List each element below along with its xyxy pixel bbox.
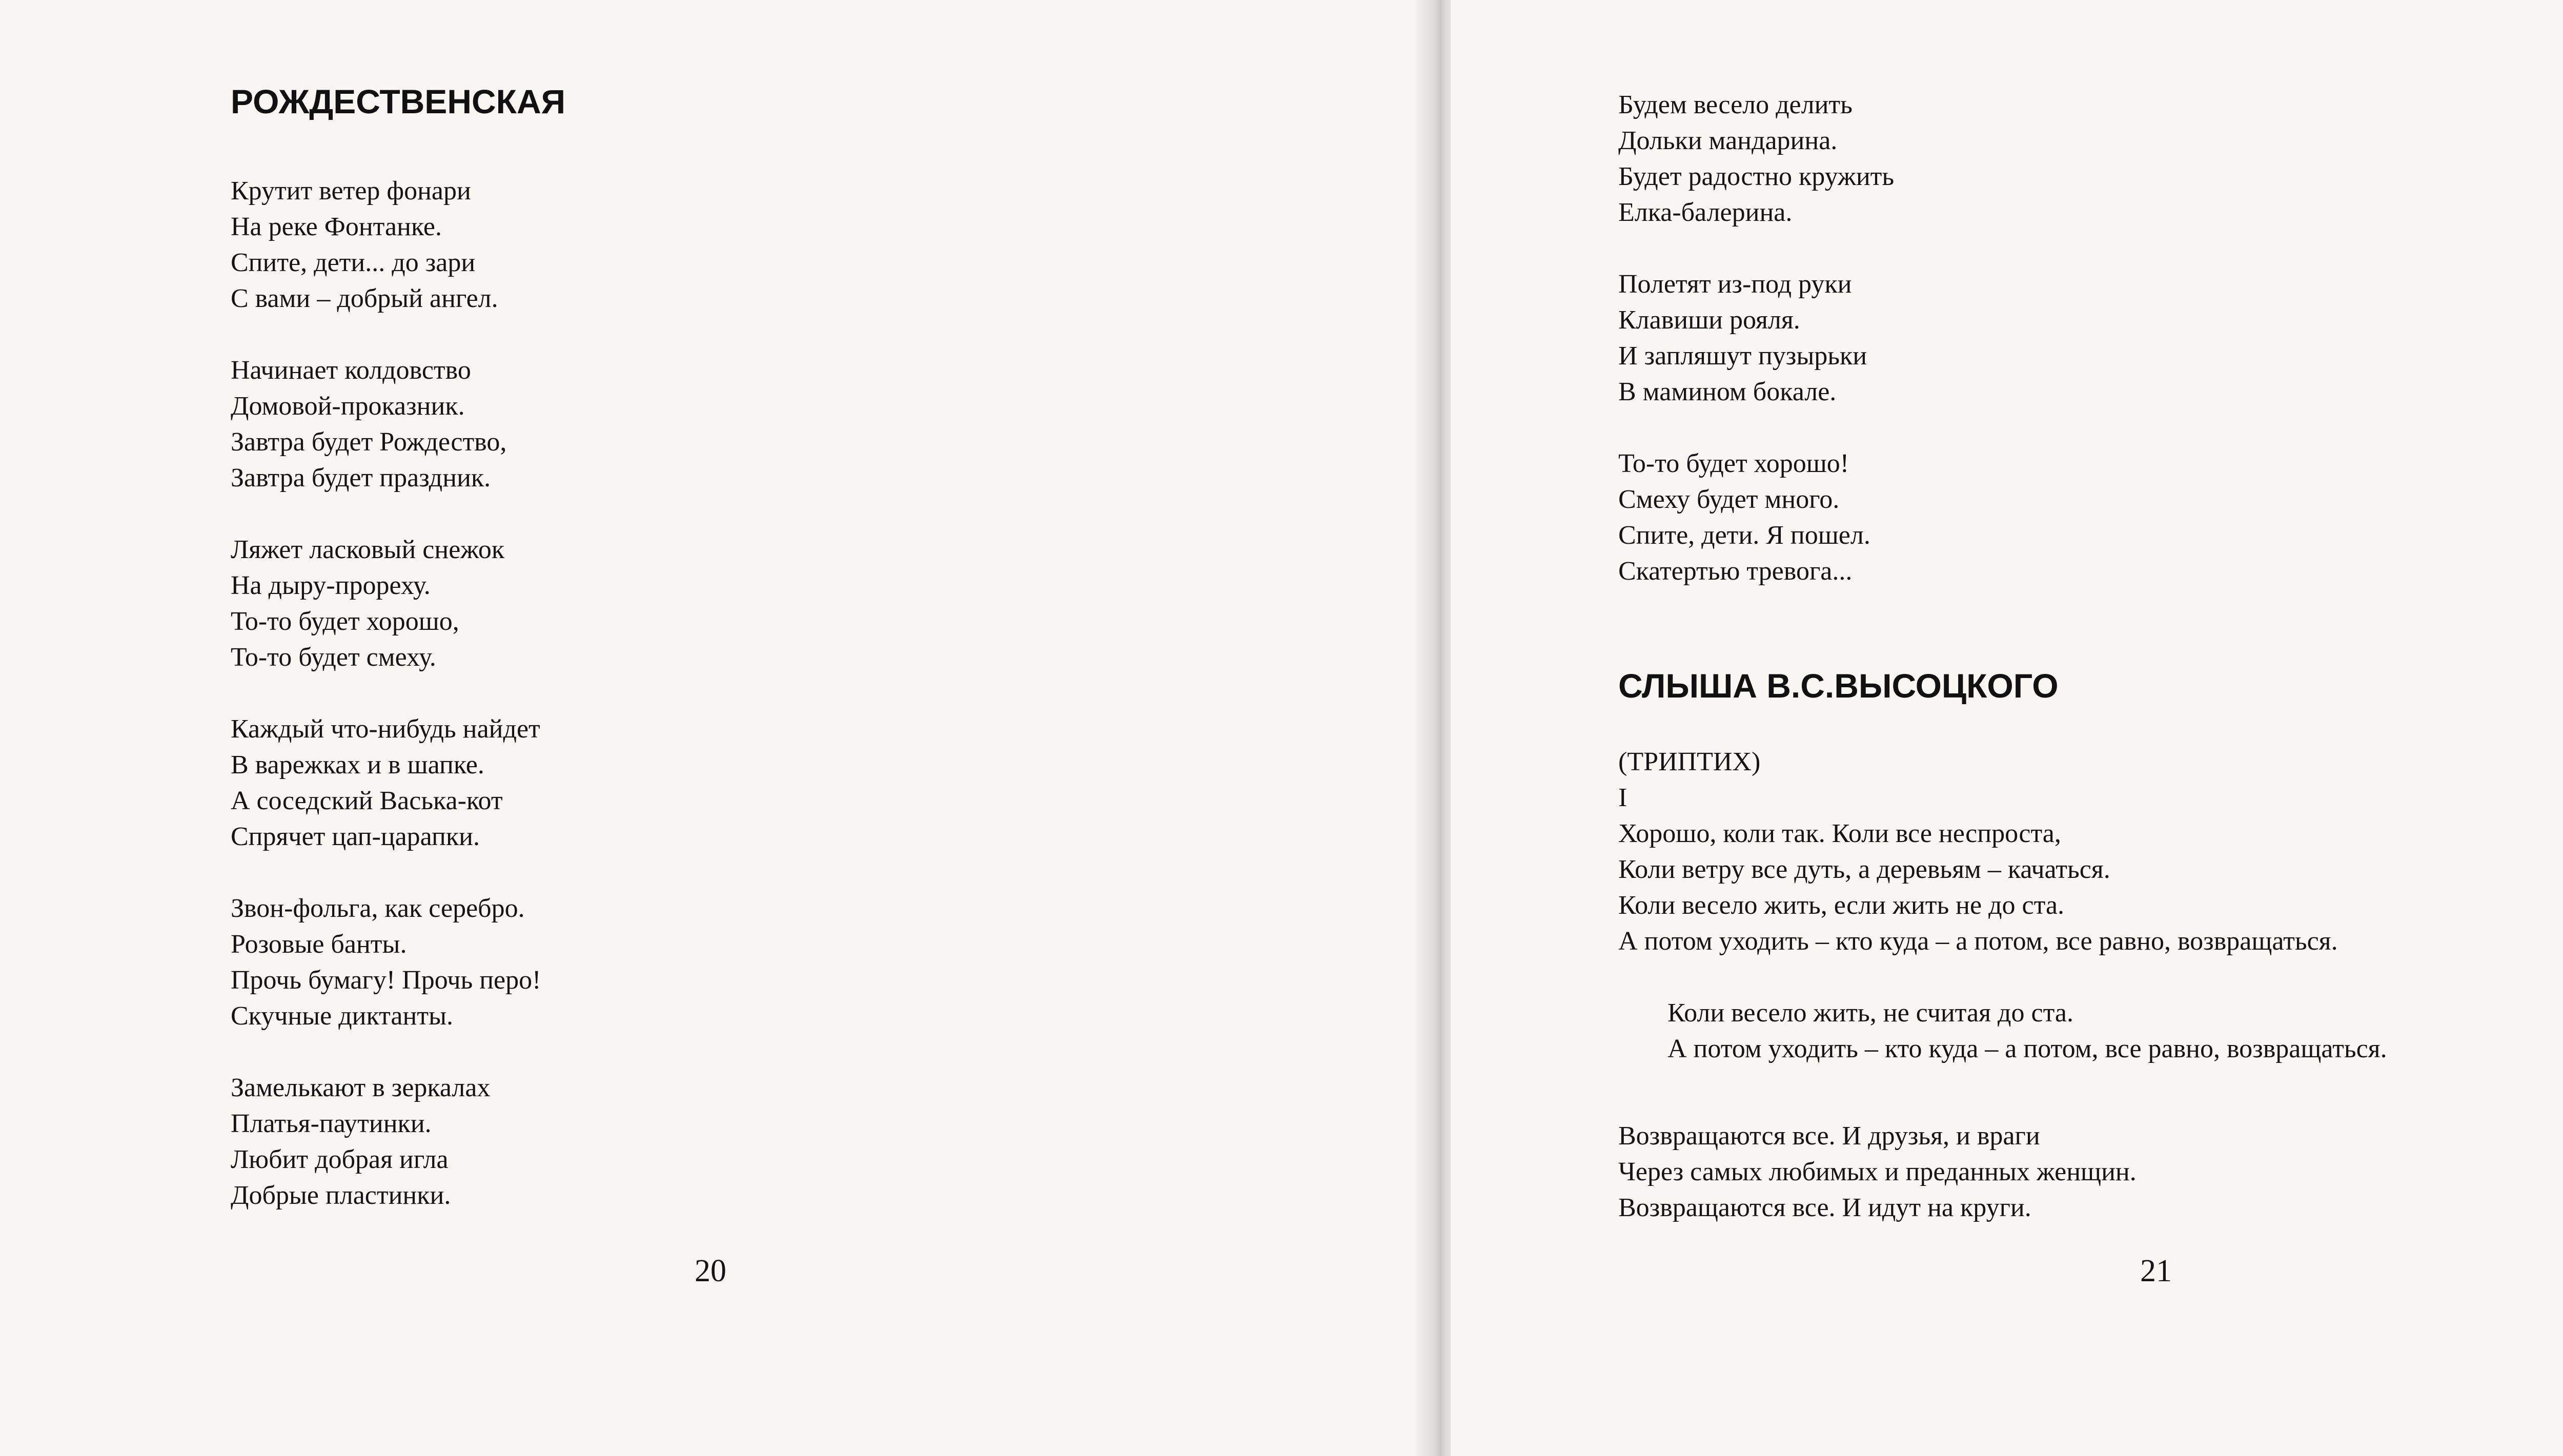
verse-line: То-то будет хорошо, <box>231 607 459 636</box>
verse-line: А соседский Васька-кот <box>231 786 503 815</box>
verse-line: Коли весело жить, не считая до ста. <box>1667 998 2074 1028</box>
verse-line: Любит добрая игла <box>231 1145 449 1174</box>
verse-line: Елка-балерина. <box>1618 198 1793 227</box>
verse-line: Спите, дети... до зари <box>231 248 476 277</box>
verse-line: Коли весело жить, если жить не до ста. <box>1618 891 2065 920</box>
verse-line: Ляжет ласковый снежок <box>231 535 505 564</box>
verse-line: В варежках и в шапке. <box>231 750 484 780</box>
stanza <box>1618 266 1894 410</box>
stanza <box>231 532 541 675</box>
verse-line: Завтра будет Рождество, <box>231 427 507 457</box>
verse-line: Скатертью тревога... <box>1618 557 1853 586</box>
verse-line: Домовой-проказник. <box>231 392 465 421</box>
stanza <box>231 353 541 496</box>
verse-line: И запляшут пузырьки <box>1618 341 1867 371</box>
verse-line: С вами – добрый ангел. <box>231 284 498 313</box>
verse-line: А потом уходить – кто куда – а потом, все равно, возвращаться. <box>1667 1034 2387 1063</box>
section-title: СЛЫША В.С.ВЫСОЦКОГО <box>1618 667 2059 705</box>
stanza <box>231 1070 541 1214</box>
verse-line: Прочь бумагу! Прочь перо! <box>231 966 541 995</box>
verse-line: Спрячет цап-царапки. <box>231 822 480 851</box>
page-number: 21 <box>2140 1254 2172 1288</box>
poem-continuation <box>1618 87 1894 589</box>
verse-line: Хорошо, коли так. Коли все неспроста, <box>1618 819 2061 848</box>
verse-line: А потом уходить – кто куда – а потом, все равно, возвращаться. <box>1618 927 2338 956</box>
stanza <box>231 173 541 317</box>
stanza-indented <box>1667 995 2387 1067</box>
verse-line: В мамином бокале. <box>1618 377 1837 406</box>
verse-line: Завтра будет праздник. <box>231 463 491 493</box>
verse-line: Будем весело делить <box>1618 90 1853 119</box>
verse-line: Дольки мандарина. <box>1618 126 1838 155</box>
verse-line: Платья-паутинки. <box>231 1109 432 1138</box>
poem-body <box>231 173 541 1214</box>
verse-line: Замелькают в зеркалах <box>231 1073 491 1102</box>
page-number: 20 <box>695 1254 726 1288</box>
right-page <box>1451 0 2563 1456</box>
verse-line: То-то будет хорошо! <box>1618 449 1849 478</box>
verse-line: На дыру-прореху. <box>231 571 431 600</box>
verse-line: Розовые банты. <box>231 930 407 959</box>
verse-line: Скучные диктанты. <box>231 1001 454 1031</box>
subtitle: (ТРИПТИХ) <box>1618 747 1761 776</box>
verse-line: Полетят из-под руки <box>1618 270 1852 299</box>
verse-line: Добрые пластинки. <box>231 1181 451 1210</box>
poem-title: РОЖДЕСТВЕНСКАЯ <box>231 83 566 120</box>
verse-line: Возвращаются все. И друзья, и враги <box>1618 1121 2040 1151</box>
stanza <box>231 711 541 855</box>
verse-line: Коли ветру все дуть, а деревьям – качаться. <box>1618 855 2110 884</box>
verse-line: Спите, дети. Я пошел. <box>1618 521 1870 550</box>
verse-line: Начинает колдовство <box>231 356 471 385</box>
verse-line: Звон-фольга, как серебро. <box>231 894 525 923</box>
verse-line: Возвращаются все. И идут на круги. <box>1618 1193 2031 1222</box>
stanza-main <box>1618 816 2338 959</box>
verse-line: Каждый что-нибудь найдет <box>231 714 540 744</box>
stanza <box>1618 446 1894 589</box>
stanza <box>231 891 541 1034</box>
verse-line: То-то будет смеху. <box>231 643 436 672</box>
verse-line: Будет радостно кружить <box>1618 162 1895 191</box>
stanza <box>1618 87 1894 231</box>
verse-line: Смеху будет много. <box>1618 485 1840 514</box>
verse-line: Клавиши рояля. <box>1618 305 1800 335</box>
verse-line: На реке Фонтанке. <box>231 212 442 241</box>
verse-line: Крутит ветер фонари <box>231 176 471 206</box>
verse-line: Через самых любимых и преданных женщин. <box>1618 1157 2137 1186</box>
stanza-last <box>1618 1118 2137 1226</box>
section-numeral: I <box>1618 783 1628 812</box>
